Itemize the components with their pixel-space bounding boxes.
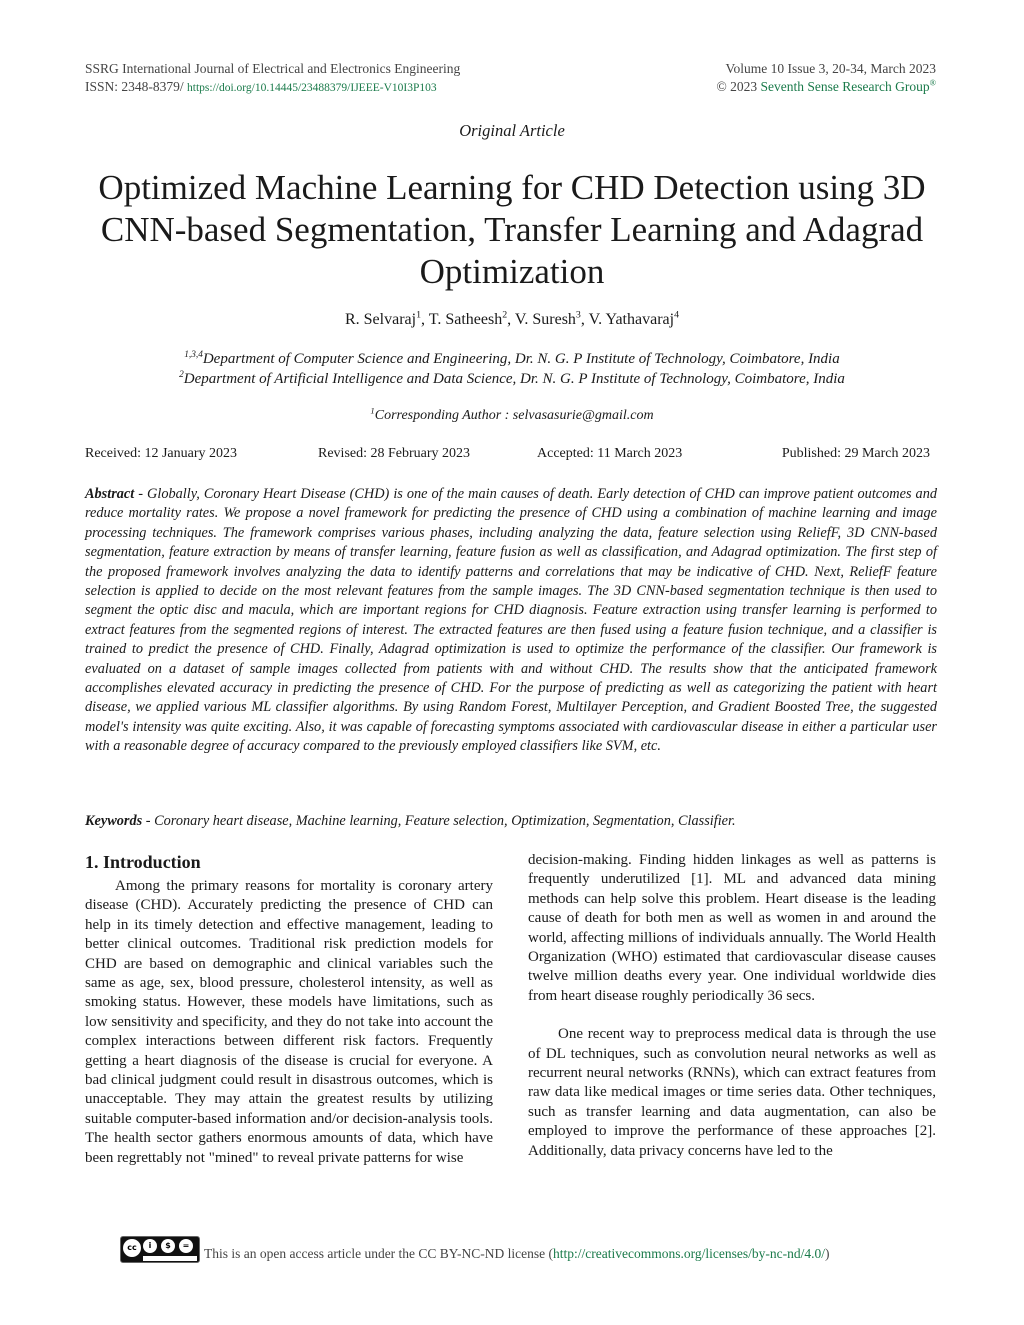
paper-title: Optimized Machine Learning for CHD Detection using 3D CNN-based Segmentation, Transfer Learning and Adagrad Optimization: [98, 168, 926, 291]
license-link[interactable]: http://creativecommons.org/licenses/by-nc-nd/4.0/: [553, 1246, 825, 1261]
affiliations: [0, 349, 1024, 389]
intro-paragraph-2: One recent way to preprocess medical data is through the use of DL techniques, such as convolution neural networks as well as recurrent neural networks (RNNs), which can extract features from raw data like medical images or time series data. Other techniques, such as transfer learning and data augmentation, can also be employed to improve the performance of these approaches [2]. Additionally, data privacy concerns have led to the: [528, 1026, 936, 1159]
issn-line: [85, 78, 460, 97]
section-heading: 1. Introduction: [85, 852, 201, 872]
corresponding-author: [0, 405, 1024, 424]
keywords-text: - Coronary heart disease, Machine learning, Feature selection, Optimization, Segmentation, Classifier.: [142, 813, 736, 829]
journal-name: SSRG International Journal of Electrical and Electronics Engineering: [85, 61, 461, 76]
keywords-label: Keywords: [85, 813, 143, 829]
license-text: [204, 1246, 829, 1262]
registered-mark: ®: [929, 78, 936, 88]
volume-header: [717, 60, 936, 96]
affiliation: [0, 349, 1024, 369]
affiliation: [0, 369, 1024, 389]
published-date: Published: 29 March 2023: [781, 446, 930, 461]
article-type: Original Article: [459, 121, 565, 140]
abstract: [85, 485, 937, 757]
issn-label: ISSN: 2348-8379/: [85, 79, 184, 94]
intro-paragraph: Among the primary reasons for mortality is coronary artery disease (CHD). Accurately predicting the presence of CHD can help in its timely detection and effective management, leading to better clinical outcomes. Traditional risk prediction models for CHD are based on demographic and clinical variables such the same as age, sex, blood pressure, cholesterol intensity, as well as smoking status. However, these models have limitations, such as low sensitivity and specificity, and they do not take into account the complex interactions between different risk factors. Frequently getting a heart diagnosis of the disease is crucial for everyone. A bad clinical judgment could result in disastrous outcomes, which is unacceptable. They may attain the greatest results by utilizing suitable computer-based information and/or decision-analysis tools. The health sector gathers enormous amounts of data, which have been regrettably not "mined" to reveal private patterns for wise: [85, 878, 493, 1166]
received-date: Received: 12 January 2023: [85, 446, 238, 461]
volume-info: Volume 10 Issue 3, 20-34, March 2023: [725, 61, 936, 76]
copyright-line: [717, 78, 936, 96]
right-column: [528, 851, 936, 1161]
copyright-year: © 2023: [716, 79, 758, 94]
corresponding-sup: 1: [370, 405, 375, 416]
nd-icon: =: [179, 1239, 193, 1253]
keywords: [85, 813, 937, 830]
author-sup: 2: [502, 309, 508, 321]
cc-icon: cc: [123, 1239, 141, 1257]
license-footer: [120, 1236, 829, 1263]
author-sup: 4: [674, 309, 680, 321]
author: V. Suresh: [514, 311, 576, 328]
author: R. Selvaraj: [344, 311, 417, 328]
author: V. Yathavaraj: [588, 311, 675, 328]
abstract-text: - Globally, Coronary Heart Disease (CHD) is one of the main causes of death. Early detection of CHD can improve patient outcomes and reduce mortality rates. We propose a novel framework for predicting the presence of CHD using a combination of machine learning and image processing techniques. The framework comprises various phases, including analyzing the data, feature selection using ReliefF, 3D CNN-based segmentation, feature extraction by means of transfer learning, feature fusion as well as classification, and Adagrad optimization. The first step of the proposed framework involves analyzing the data to identify patterns and correlations that may be indicative of CHD. Next, ReliefF feature selection is applied to decide on the most relevant features from the sample images. The 3D CNN-based segmentation technique is then used to segment the optic disc and macula, which are important regions for CHD diagnosis. Feature extraction using transfer learning is performed to extract features from the segmented regions of interest. The extracted features are then fused using a feature fusion technique, and a classifier is trained to predict the presence of CHD. Finally, Adagrad optimization is used to optimize the performance of the classifier. Our framework is evaluated on a dataset of sample images collected from patients with and without CHD. The results show that the anticipated framework accomplishes elevated accuracy in predicting the presence of CHD. For the purpose of predicting as well as categorizing the patient with heart disease, we applied various ML classifier algorithms. By using Random Forest, Multilayer Perception, and Gradient Boosted Tree, the suggested model's intensity was quite exciting. Also, it was capable of forecasting symptoms associated with cardiovascular disease in either a particular user with a reasonable degree of accuracy compared to the previously employed classifiers like SVM, etc.: [85, 486, 937, 755]
affiliation-sup: 1,3,4: [184, 350, 203, 360]
author-sup: 1: [416, 309, 422, 321]
by-icon: i: [143, 1239, 157, 1253]
author: T. Satheesh: [428, 311, 503, 328]
publisher-link[interactable]: Seventh Sense Research Group: [760, 79, 930, 94]
cc-license-icon: [120, 1236, 200, 1263]
license-suffix: ): [824, 1246, 830, 1261]
journal-header: [85, 60, 460, 97]
doi-link[interactable]: https://doi.org/10.14445/23488379/IJEEE-V10I3P103: [187, 82, 437, 94]
author-list: R. Selvaraj$^1$, T. Satheesh$^2$, V. Suresh$^3$, V. Yathavaraj$^4$: [344, 309, 680, 328]
affiliation-text: Department of Artificial Intelligence and Data Science, Dr. N. G. P Institute of Technology, Coimbatore, India: [183, 371, 845, 387]
left-column: [85, 851, 493, 1168]
revised-date: Revised: 28 February 2023: [318, 446, 471, 461]
license-prefix: This is an open access article under the CC BY-NC-ND license (: [204, 1246, 554, 1261]
intro-paragraph-cont: decision-making. Finding hidden linkages as well as patterns is frequently underutilized [1]. ML and advanced data mining methods can help solve this problem. Heart disease is the leading cause of death for both men as well as women in and around the world, affecting millions of individuals annually. The World Health Organization (WHO) estimated that cardiovascular disease causes twelve million deaths every year. One individual worldwide dies from heart disease roughly periodically 36 secs.: [528, 852, 936, 1004]
affiliation-text: Department of Computer Science and Engineering, Dr. N. G. P Institute of Technology, Coimbatore, India: [202, 351, 840, 367]
abstract-label: Abstract: [85, 486, 135, 502]
affiliation-sup: 2: [179, 370, 184, 380]
nc-icon: $: [161, 1239, 175, 1253]
corresponding-text: Corresponding Author : selvasasurie@gmail.com: [374, 408, 654, 423]
accepted-date: Accepted: 11 March 2023: [537, 446, 683, 461]
author-sup: 3: [575, 309, 581, 321]
cc-band: [143, 1256, 197, 1261]
